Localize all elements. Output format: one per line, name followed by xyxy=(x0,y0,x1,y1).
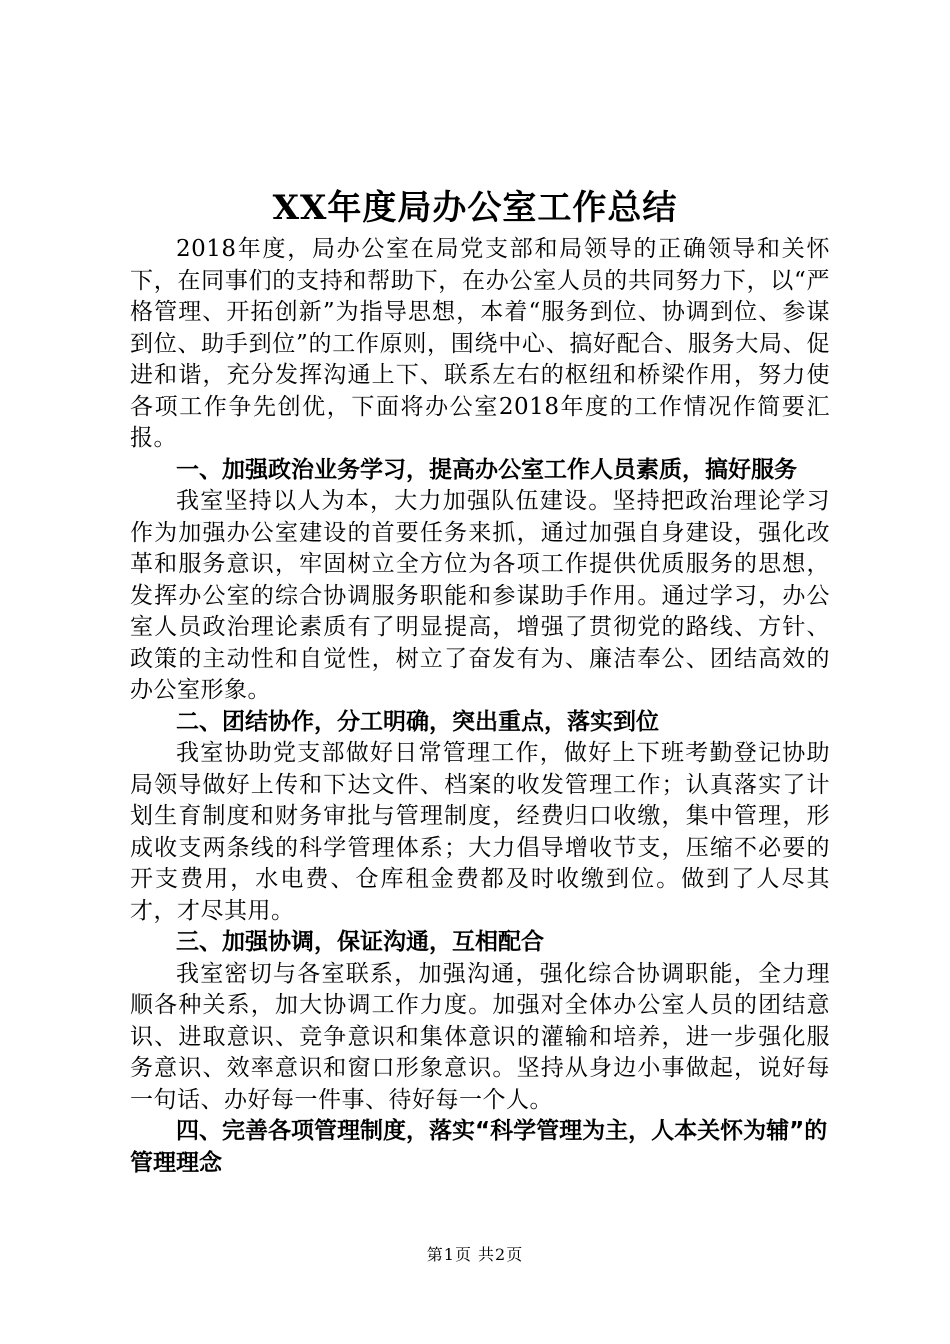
section-heading-3: 三、加强协调，保证沟通，互相配合 xyxy=(176,929,544,955)
section-heading-2: 二、团结协作，分工明确，突出重点，落实到位 xyxy=(176,708,659,735)
section-paragraph-2: 我室协助党支部做好日常管理工作，做好上下班考勤登记协助局领导做好上传和下达文件、档案的收发管理工作；认真落实了计划生育制度和财务审批与管理制度，经费归口收缴，集中管理，形成收支两条线的科学管理体系；大力倡导增收节支，压缩不必要的开支费用，水电费、仓库租金费都及时收缴到位。做到了人尽其才，才尽其用。 xyxy=(130,740,830,924)
section-paragraph-3: 我室密切与各室联系，加强沟通，强化综合协调职能，全力理顺各种关系，加大协调工作力度。加强对全体办公室人员的团结意识、进取意识、竞争意识和集体意识的灌输和培养，进一步强化服务意识、效率意识和窗口形象意识。坚持从身边小事做起，说好每一句话、办好每一件事、待好每一个人。 xyxy=(130,960,830,1113)
section-heading-1: 一、加强政治业务学习，提高办公室工作人员素质，搞好服务 xyxy=(176,456,797,483)
document-body xyxy=(130,234,830,1179)
document-title: XX年度局办公室工作总结 xyxy=(272,188,678,228)
section-paragraph-1: 我室坚持以人为本，大力加强队伍建设。坚持把政治理论学习作为加强办公室建设的首要任务来抓，通过加强自身建设，强化改革和服务意识，牢固树立全方位为各项工作提供优质服务的思想，发挥办公室的综合协调服务职能和参谋助手作用。通过学习，办公室人员政治理论素质有了明显提高，增强了贯彻党的路线、方针、政策的主动性和自觉性，树立了奋发有为、廉洁奉公、团结高效的办公室形象。 xyxy=(130,488,830,703)
intro-paragraph: 2018年度，局办公室在局党支部和局领导的正确领导和关怀下，在同事们的支持和帮助下，在办公室人员的共同努力下，以“严格管理、开拓创新”为指导思想，本着“服务到位、协调到位、参谋到位、助手到位”的工作原则，围绕中心、搞好配合、服务大局、促进和谐，充分发挥沟通上下、联系左右的枢纽和桥梁作用，努力使各项工作争先创优，下面将办公室2018年度的工作情况作简要汇报。 xyxy=(130,236,830,451)
section-heading-4: 四、完善各项管理制度，落实“科学管理为主，人本关怀为辅”的管理理念 xyxy=(130,1118,828,1176)
page-number-footer: 第1页 共2页 xyxy=(426,1245,524,1264)
